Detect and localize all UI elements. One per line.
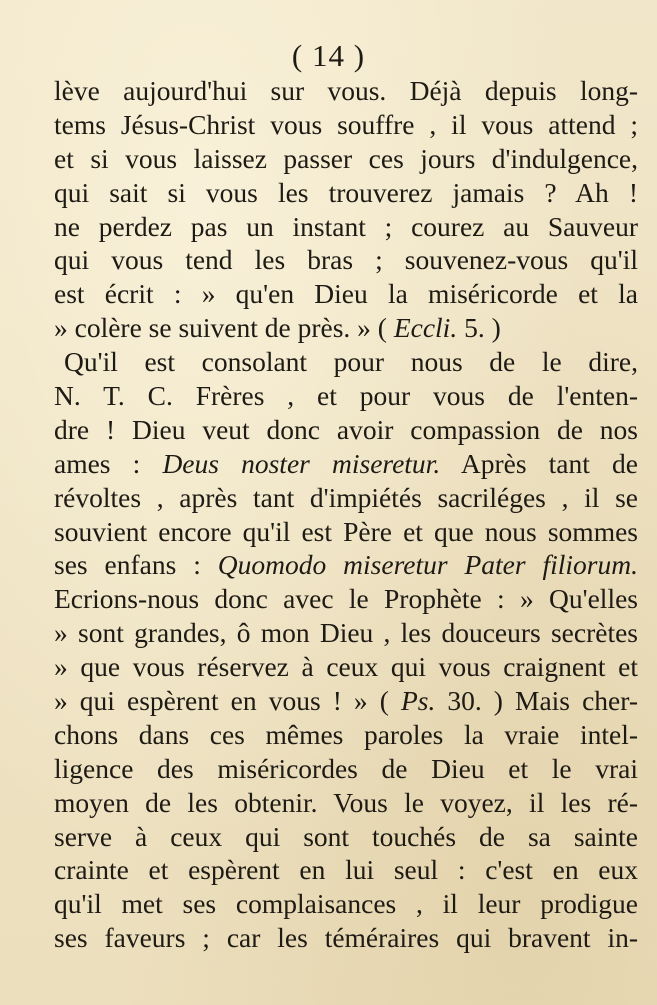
text-line: dre ! Dieu veut donc avoir compassion de nos — [54, 413, 638, 445]
text-segment: » colère se suivent de près. » ( — [54, 312, 394, 344]
text-line — [54, 311, 638, 345]
text-line: qu'il met ses complaisances , il leur prodigue — [54, 888, 638, 920]
text-line — [54, 548, 638, 582]
text-line: ligence des miséricordes de Dieu et le vrai — [54, 752, 638, 784]
text-line: révoltes , après tant d'impiétés sacriléges , il se — [54, 481, 638, 513]
text-line: serve à ceux qui sont touchés de sa sainte — [54, 820, 638, 852]
text-line: souvient encore qu'il est Père et que nous sommes — [54, 515, 638, 547]
text-line: tems Jésus-Christ vous souffre , il vous attend ; — [54, 108, 638, 140]
italic-citation: Quomodo miseretur Pater filiorum. — [217, 549, 638, 581]
text-segment: Après tant de — [440, 447, 638, 479]
text-line: qui sait si vous les trouverez jamais ? Ah ! — [54, 176, 638, 208]
text-line: Ecrions-nous donc avec le Prophète : » Qu'elles — [54, 583, 638, 615]
text-line — [54, 684, 638, 718]
text-line: et si vous laissez passer ces jours d'indulgence, — [54, 142, 638, 174]
text-segment: 30. ) Mais cher- — [435, 685, 638, 717]
text-segment: ames : — [54, 447, 163, 479]
text-line: ne perdez pas un instant ; courez au Sauveur — [54, 210, 638, 242]
text-line: Qu'il est consolant pour nous de le dire, — [64, 346, 638, 378]
italic-citation: Ps. — [400, 685, 436, 717]
text-line: crainte et espèrent en lui seul : c'est en eux — [54, 854, 638, 886]
text-line: » que vous réservez à ceux qui vous craignent et — [54, 651, 638, 683]
text-line: N. T. C. Frères , et pour vous de l'enten- — [54, 380, 638, 412]
text-line: chons dans ces mêmes paroles la vraie intel- — [54, 718, 638, 750]
text-line: est écrit : » qu'en Dieu la miséricorde et la — [54, 278, 638, 310]
text-line: ses faveurs ; car les téméraires qui bravent in- — [54, 922, 638, 954]
italic-citation: Deus noster miseretur. — [162, 447, 441, 479]
italic-citation: Eccli. — [393, 312, 458, 344]
text-line: lève aujourd'hui sur vous. Déjà depuis long- — [54, 75, 638, 106]
text-segment: 5. ) — [457, 312, 501, 344]
body-text — [54, 74, 638, 955]
page-number: ( 14 ) — [291, 38, 366, 73]
text-segment: ses enfans : — [54, 549, 218, 581]
text-line: moyen de les obtenir. Vous le voyez, il les ré- — [54, 786, 638, 818]
text-line: » sont grandes, ô mon Dieu , les douceurs secrètes — [54, 617, 638, 649]
text-segment: » qui espèrent en vous ! » ( — [54, 685, 401, 717]
text-line: qui vous tend les bras ; souvenez-vous qu'il — [54, 244, 638, 276]
text-line — [54, 447, 638, 481]
